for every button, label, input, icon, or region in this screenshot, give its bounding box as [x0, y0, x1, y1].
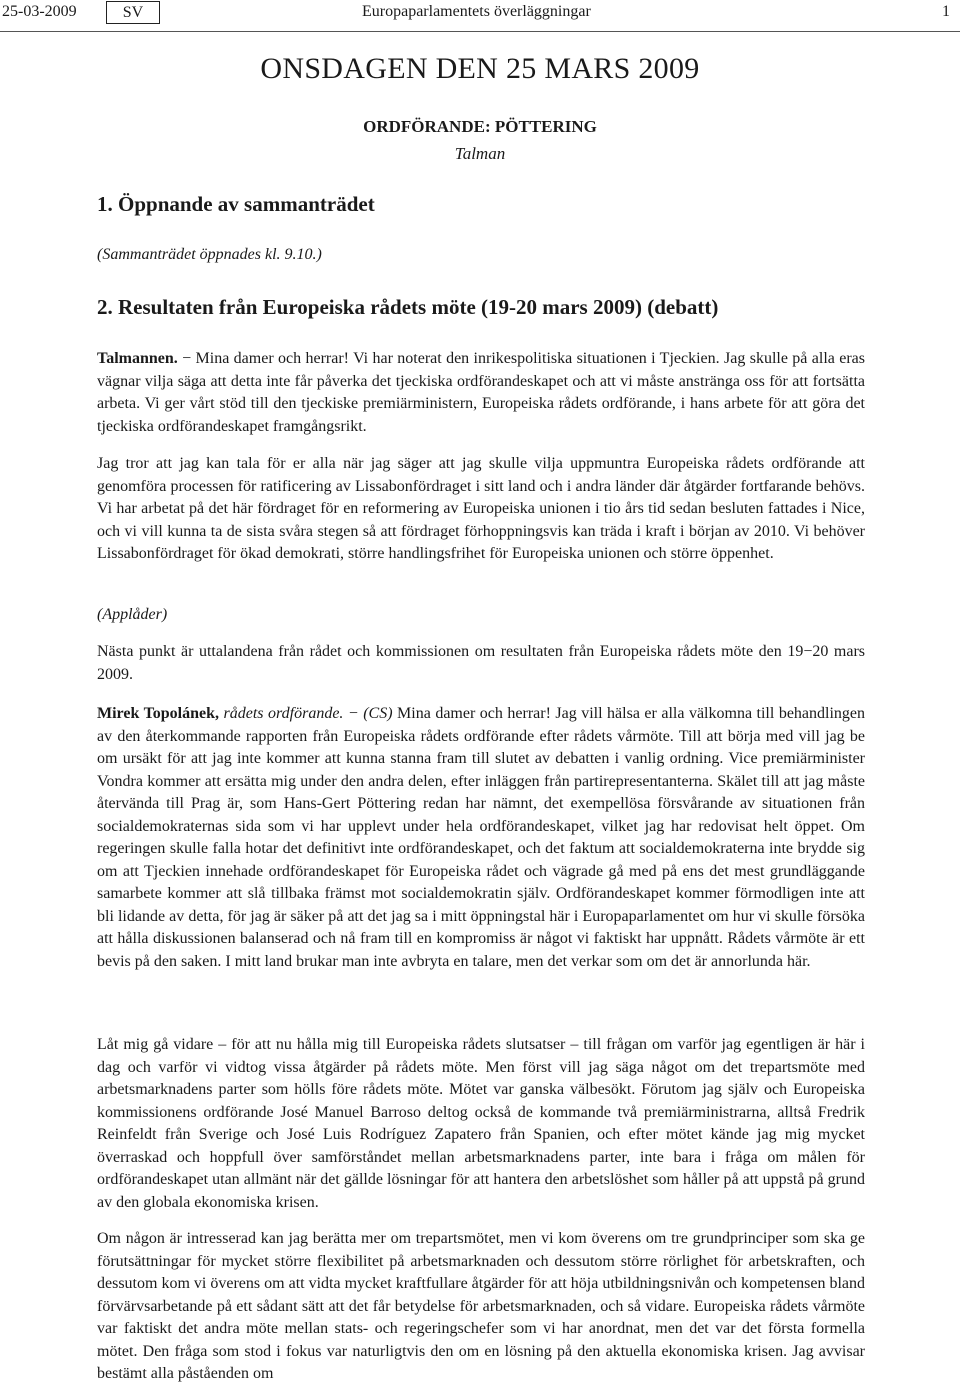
speech-block — [97, 348, 865, 438]
paragraph-6: Låt mig gå vidare – för att nu hålla mig till Europeiska rådets slutsatser – till frågan om varför jag egentligen är här i dag och varför vi vidtog vissa åtgärder på rådets möte. Men först vill jag säga något om det trepartsmöte med arbetsmarknadens parter som hölls före rådets möte. Mötet var ganska välbesökt. Förutom jag själv och Europeiska kommissionens ordförande José Manuel Barroso deltog också de kommande två premiärministrarna, alltså Fredrik Reinfeldt från Sverige och José Luis Rodríguez Zapatero från Spanien, och efter mötet kände jag mig mycket överraskad och hoppfull över samförståndet mellan arbetsmarknadens parter, inte bara i fråga om målen för ordförandeskapet utan allmänt när det gällde lösningar för att hantera den arbetslöshet som håller på att uppstå på grund av den globala ekonomiska krisen. — [97, 1036, 865, 1211]
speaker-role: rådets ordförande. — [219, 705, 344, 722]
paragraph-text: Mina damer och herrar! Jag vill hälsa er alla välkomna till behandlingen av den återkommande rapporten från Europeiska rådets ordförande efter rådets vårmöte. Till att börja med vill jag be om ursäkt för att jag inte kommer att kunna stanna fram till slutet av debatten i vanlig ordning. Vice premiärminister Vondra kommer att ersätta mig under den andra delen, efter inläggen från partirepresentanterna. Skälet till att jag måste återvända till Prag är, som Hans-Gert Pöttering redan har nämnt, det exempellösa försvårande av situationen från socialdemokraternas sida som vi har upplevt under hela ordförandeskapet, vilket jag har redovisat helt öppet. Om regeringen skulle falla hotar det definitivt inte ordförandeskapet, och det faktum att socialdemokraterna inte brydde sig om att Tjeckien innehade ordförandeskapet för Europeiska rådet och vägrade gå med på ens det mest grundläggande samarbete kommer att slå tillbaka främst mot socialdemokratin själv. Ordförandeskapet kommer förmodligen inte att bli lidande av detta, för jag är säker på att det jag sa i mitt öppningstal här i Europaparlamentet om hur vi skulle försöka att hålla diskussionen balanserad och nå fram till en kompromiss är något vi faktiskt har uppnått. Rådets vårmöte är ett bevis på den saken. I mitt land brukar man inte avbryta en talare, men det verkar som om det är annorlunda här. — [97, 705, 866, 970]
speaker-name: Mirek Topolánek, — [97, 705, 220, 722]
speech-block — [97, 1228, 865, 1386]
language-badge: SV — [106, 1, 160, 24]
item-heading-2: 2. Resultaten från Europeiska rådets möte (19-20 mars 2009) (debatt) — [97, 295, 719, 319]
paragraph-5 — [97, 703, 865, 973]
item-note-1: (Sammanträdet öppnades kl. 9.10.) — [97, 246, 322, 263]
chair-heading — [0, 117, 960, 137]
speech-block — [97, 604, 865, 627]
running-header — [0, 0, 960, 30]
paragraph-7: Om någon är intresserad kan jag berätta mer om trepartsmötet, men vi kom överens om tre grundprinciper som ska ge förutsättningar för mycket större flexibilitet på arbetsmarknaden och dessutom större rörlighet för arbetskraften, och dessutom kom vi överens om att vidta mycket kraftfullare åtgärder för att höja utbildningsnivån och kompetensen bland förvärvsarbetande på ett sådant sätt att det får betydelse för arbetsmarknaden, och så vidare. Europeiska rådets vårmöte var faktiskt det andra möte mellan stats- och regeringschefer som vi har anordnat, men det var det första formella mötet. Den fråga som stod i fokus var naturligtvis den om en lösning på den aktuella ekonomiska krisen. Jag avvisar bestämt alla påståenden om — [97, 1230, 865, 1382]
speaker-language: − (CS) — [343, 705, 393, 722]
applause-note: (Applåder) — [97, 606, 168, 623]
publication-title: Europaparlamentets överläggningar — [362, 3, 591, 20]
header-date: 25-03-2009 — [2, 3, 77, 20]
chair-name: ORDFÖRANDE: PÖTTERING — [363, 117, 597, 136]
item-heading-1: 1. Öppnande av sammanträdet — [97, 192, 375, 216]
speech-block — [97, 703, 865, 973]
header-divider — [0, 31, 960, 32]
paragraph-4: Nästa punkt är uttalandena från rådet och kommissionen om resultaten från Europeiska rådets möte den 19−20 mars 2009. — [97, 643, 865, 683]
speaker-name: Talmannen. — [97, 350, 178, 367]
page-number: 1 — [942, 3, 950, 20]
session-title-text: ONSDAGEN DEN 25 MARS 2009 — [260, 52, 700, 85]
paragraph-1 — [97, 348, 865, 438]
paragraph-text: − Mina damer och herrar! Vi har noterat den inrikespolitiska situationen i Tjeckien. Jag skulle på alla eras vägnar vilja säga att detta inte får påverka det tjeckiska ordförandeskapet och att vi måste anstränga oss för att fortsätta arbeta. Vi ger vårt stöd till den tjeckiske premiärministern, Europeiska rådets ordförande, i hans arbete för att göra det tjeckiska ordförandeskapet framgångsrikt. — [97, 350, 865, 435]
speech-block — [97, 453, 865, 566]
speech-block — [97, 641, 865, 686]
session-title — [0, 52, 960, 86]
chair-role: Talman — [454, 144, 506, 163]
speech-block — [97, 1034, 865, 1214]
paragraph-2: Jag tror att jag kan tala för er alla när jag säger att jag skulle vilja uppmuntra Europeiska rådets ordförande att genomföra processen för ratificering av Lissabonfördraget i sitt land och i andra länder där åtgärder fortfarande behövs. Vi har arbetat på det här fördraget för en reformering av Europeiska unionen i tio års tid sedan besluten fattades i Nice, och vi vill kunna ta de sista svåra stegen så att fördraget förhoppningsvis kan träda i kraft i början av 2010. Vi behöver Lissabonfördraget för ökad demokrati, större handlingsfrihet för Europeiska unionen och större öppenhet. — [97, 455, 865, 562]
